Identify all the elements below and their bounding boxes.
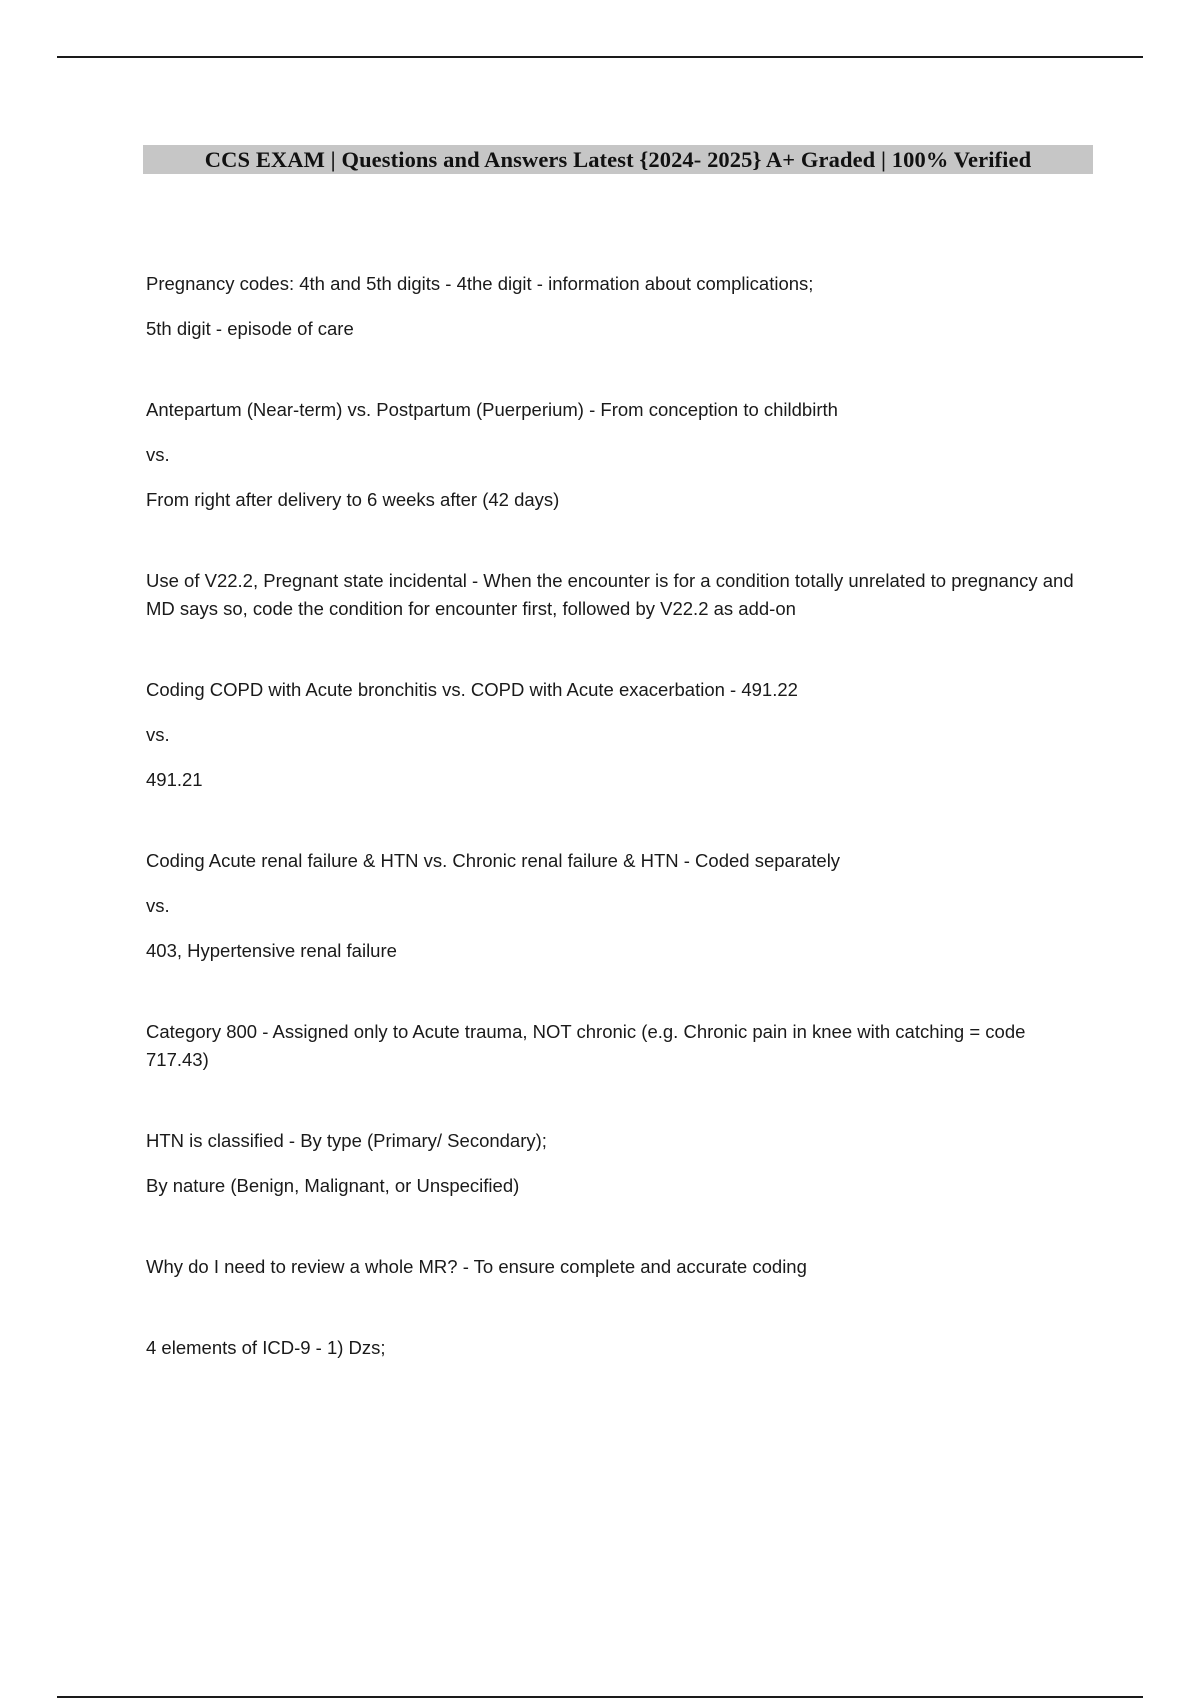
bottom-rule [57,1696,1143,1698]
qa-line: vs. [146,895,170,916]
qa-line: Antepartum (Near-term) vs. Postpartum (Puerperium) - From conception to childbirth [146,399,838,420]
qa-entry [146,847,1076,965]
document-title: CCS EXAM | Questions and Answers Latest {2024- 2025} A+ Graded | 100% Verified [204,146,1032,172]
qa-entry [146,676,1076,794]
qa-entry [146,396,1076,514]
qa-line: vs. [146,724,170,745]
qa-entry [146,1127,1076,1200]
qa-line: Coding Acute renal failure & HTN vs. Chronic renal failure & HTN - Coded separately [146,850,841,871]
top-rule [57,56,1143,58]
qa-line: Pregnancy codes: 4th and 5th digits - 4the digit - information about complications; [146,273,814,294]
document-title-band [143,145,1093,174]
qa-line: 5th digit - episode of care [146,318,354,339]
qa-line: By nature (Benign, Malignant, or Unspecified) [146,1175,520,1196]
qa-list [146,270,1076,1362]
qa-line: vs. [146,444,170,465]
qa-entry [146,1018,1076,1074]
qa-line: 4 elements of ICD-9 - 1) Dzs; [146,1337,386,1358]
qa-entry [146,270,1076,343]
qa-line: Coding COPD with Acute bronchitis vs. COPD with Acute exacerbation - 491.22 [146,679,798,700]
qa-entry [146,1253,1076,1281]
qa-entry [146,567,1076,623]
qa-line: 491.21 [146,769,203,790]
qa-line: HTN is classified - By type (Primary/ Secondary); [146,1130,547,1151]
qa-line: From right after delivery to 6 weeks after (42 days) [146,489,560,510]
qa-line: Category 800 - Assigned only to Acute trauma, NOT chronic (e.g. Chronic pain in knee with catching = code 717.43) [146,1021,1026,1070]
qa-line: Why do I need to review a whole MR? - To ensure complete and accurate coding [146,1256,807,1277]
qa-line: Use of V22.2, Pregnant state incidental - When the encounter is for a condition totally unrelated to pregnancy and MD says so, code the condition for encounter first, followed by V22.2 as add-on [146,570,1074,619]
qa-line: 403, Hypertensive renal failure [146,940,397,961]
qa-entry [146,1334,1076,1362]
